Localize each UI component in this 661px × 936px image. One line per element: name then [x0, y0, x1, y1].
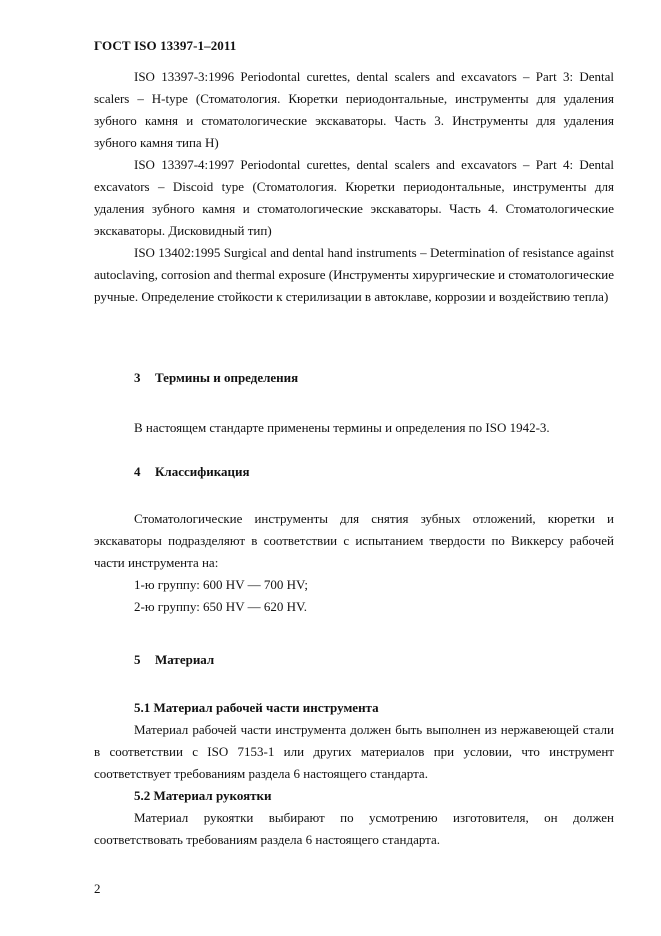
page-number: 2 [94, 881, 101, 896]
group-item-2: 2-ю группу: 650 HV — 620 HV. [134, 599, 307, 614]
reference-iso-13402: ISO 13402:1995 Surgical and dental hand instruments – Determination of resistance against autoclaving, corrosion and thermal exposure (Инструменты хирургические и стоматологические ручные. Определение стойкости к стерилизации в автоклаве, коррозии и воздействию тепла) [94, 245, 614, 304]
section-5-number: 5 [134, 652, 141, 667]
section-3-number: 3 [134, 370, 141, 385]
section-3-title: Термины и определения [155, 370, 299, 385]
subsection-5-1-title: 5.1 Материал рабочей части инструмента [134, 700, 379, 715]
section-4-number: 4 [134, 464, 141, 479]
section-5-body [94, 697, 614, 851]
subsection-5-2-title: 5.2 Материал рукоятки [134, 788, 272, 803]
normative-references [94, 66, 614, 308]
reference-iso-13397-4: ISO 13397-4:1997 Periodontal curettes, dental scalers and excavators – Part 4: Dental excavators – Discoid type (Стоматология. Кюретки периодонтальные, инструменты для удаления зубного камня и стоматологические экскаваторы. Часть 4. Стоматологические экскаваторы. Дисковидный тип) [94, 157, 614, 238]
subsection-5-2-text: Материал рукоятки выбирают по усмотрению изготовителя, он должен соответствовать требованиям раздела 6 настоящего стандарта. [94, 810, 614, 847]
section-4-text: Стоматологические инструменты для снятия зубных отложений, кюретки и экскаваторы подразделяют в соответствии с испытанием твердости по Виккерсу рабочей части инструмента на: [94, 511, 614, 570]
section-3-text: В настоящем стандарте применены термины и определения по ISO 1942-3. [134, 420, 550, 435]
section-3-heading [134, 370, 298, 386]
document-header: ГОСТ ISO 13397-1–2011 [94, 38, 237, 53]
section-4-heading [134, 464, 250, 480]
section-3-body [94, 417, 614, 439]
reference-iso-13397-3: ISO 13397-3:1996 Periodontal curettes, dental scalers and excavators – Part 3: Dental scalers – H-type (Стоматология. Кюретки периодонтальные, инструменты для удаления зубного камня и стоматологические экскаваторы. Часть 3. Инструменты для удаления зубного камня типа H) [94, 69, 614, 150]
section-5-title: Материал [155, 652, 215, 667]
subsection-5-1-text: Материал рабочей части инструмента должен быть выполнен из нержавеющей стали в соответствии с ISO 7153-1 или других материалов при условии, что инструмент соответствует требованиям раздела 6 настоящего стандарта. [94, 722, 614, 781]
group-item-1: 1-ю группу: 600 HV — 700 HV; [134, 577, 309, 592]
section-4-body [94, 508, 614, 618]
section-5-heading [134, 652, 214, 668]
section-4-title: Классификация [155, 464, 250, 479]
